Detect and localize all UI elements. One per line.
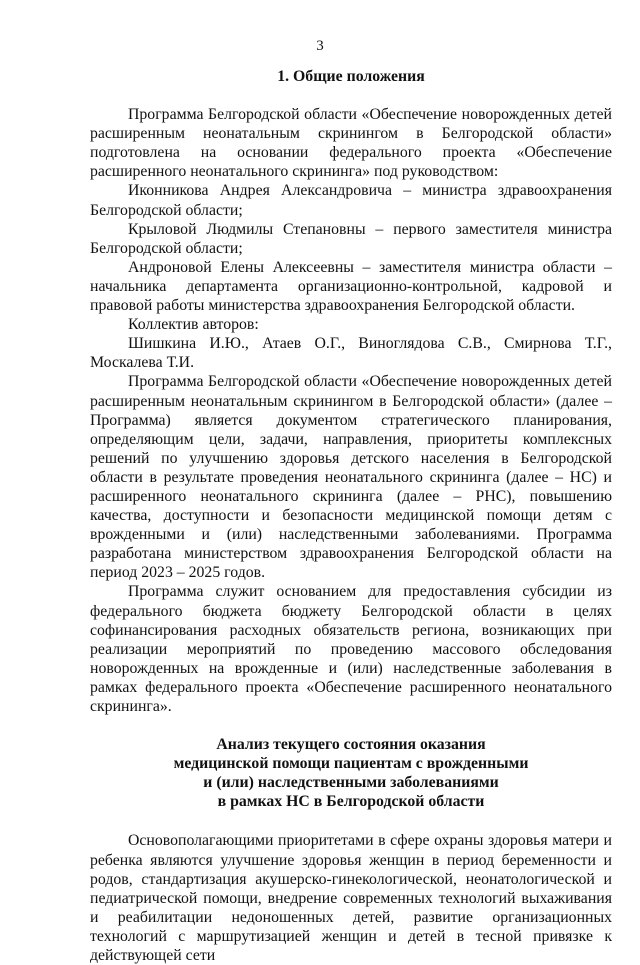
section-heading-line: в рамках НС в Белгородской области — [217, 793, 485, 811]
paragraph-authors-list: Шишкина И.Ю., Атаев О.Г., Виноглядова С.В., Смирнова Т.Г., Москалева Т.И. — [90, 335, 612, 372]
page-number: 3 — [316, 38, 324, 54]
section-heading-analysis — [90, 735, 612, 811]
paragraph-program-definition: Программа Белгородской области «Обеспечение новорожденных детей расширенным неонатальным скринингом в Белгородской области» (далее – Программа) является документом стратегического планирования, определяющим цели, задачи, направления, приоритеты комплексных решений по улучшению здоровья детского населения в Белгородской области в результате проведения неонатального скрининга (далее – НС) и расширенного неонатального скрининга (далее – РНС), повышению качества, доступности и безопасности медицинской помощи детям с врожденными и (или) наследственными заболеваниями. Программа разработана министерством здравоохранения Белгородской области на период 2023 – 2025 годов. — [90, 373, 612, 582]
paragraph-authors-label: Коллектив авторов: — [128, 316, 259, 334]
document-body — [90, 67, 612, 965]
section-heading-general: 1. Общие положения — [277, 68, 425, 85]
paragraph-priorities: Основополагающими приоритетами в сфере охраны здоровья матери и ребенка являются улучшение здоровья женщин в период беременности и родов, стандартизация акушерско-гинекологической, неонатологической и педиатрической помощи, внедрение современных технологий выхаживания и реабилитации недоношенных детей, развитие организационных технологий с маршрутизацией женщин и детей в тесной привязке к действующей сети — [90, 832, 612, 965]
paragraph-minister: Иконникова Андрея Александровича – министра здравоохранения Белгородской области; — [90, 182, 612, 219]
section-heading-line: и (или) наследственными заболеваниями — [203, 774, 499, 792]
section-heading-line: Анализ текущего состояния оказания — [216, 736, 486, 754]
section-heading-line: медицинской помощи пациентам с врожденными — [173, 755, 529, 773]
paragraph-deputy: Андроновой Елены Алексеевны – заместителя министра области – начальника департамента организационно-контрольной, кадровой и правовой работы министерства здравоохранения Белгородской области. — [90, 258, 612, 315]
paragraph-program-subsidy: Программа служит основанием для предоставления субсидии из федерального бюджета бюджету Белгородской области в целях софинансирования расходных обязательств региона, возникающих при реализации мероприятий по проведению массового обследования новорожденных на врожденные и (или) наследственные заболевания в рамках федерального проекта «Обеспечение расширенного неонатального скрининга». — [90, 583, 612, 715]
paragraph-first-deputy: Крыловой Людмилы Степановны – первого заместителя министра Белгородской области; — [90, 220, 612, 257]
paragraph-intro: Программа Белгородской области «Обеспечение новорожденных детей расширенным неонатальным скринингом в Белгородской области» подготовлена на основании федерального проекта «Обеспечение расширенного неонатального скрининга» под руководством: — [90, 106, 612, 181]
